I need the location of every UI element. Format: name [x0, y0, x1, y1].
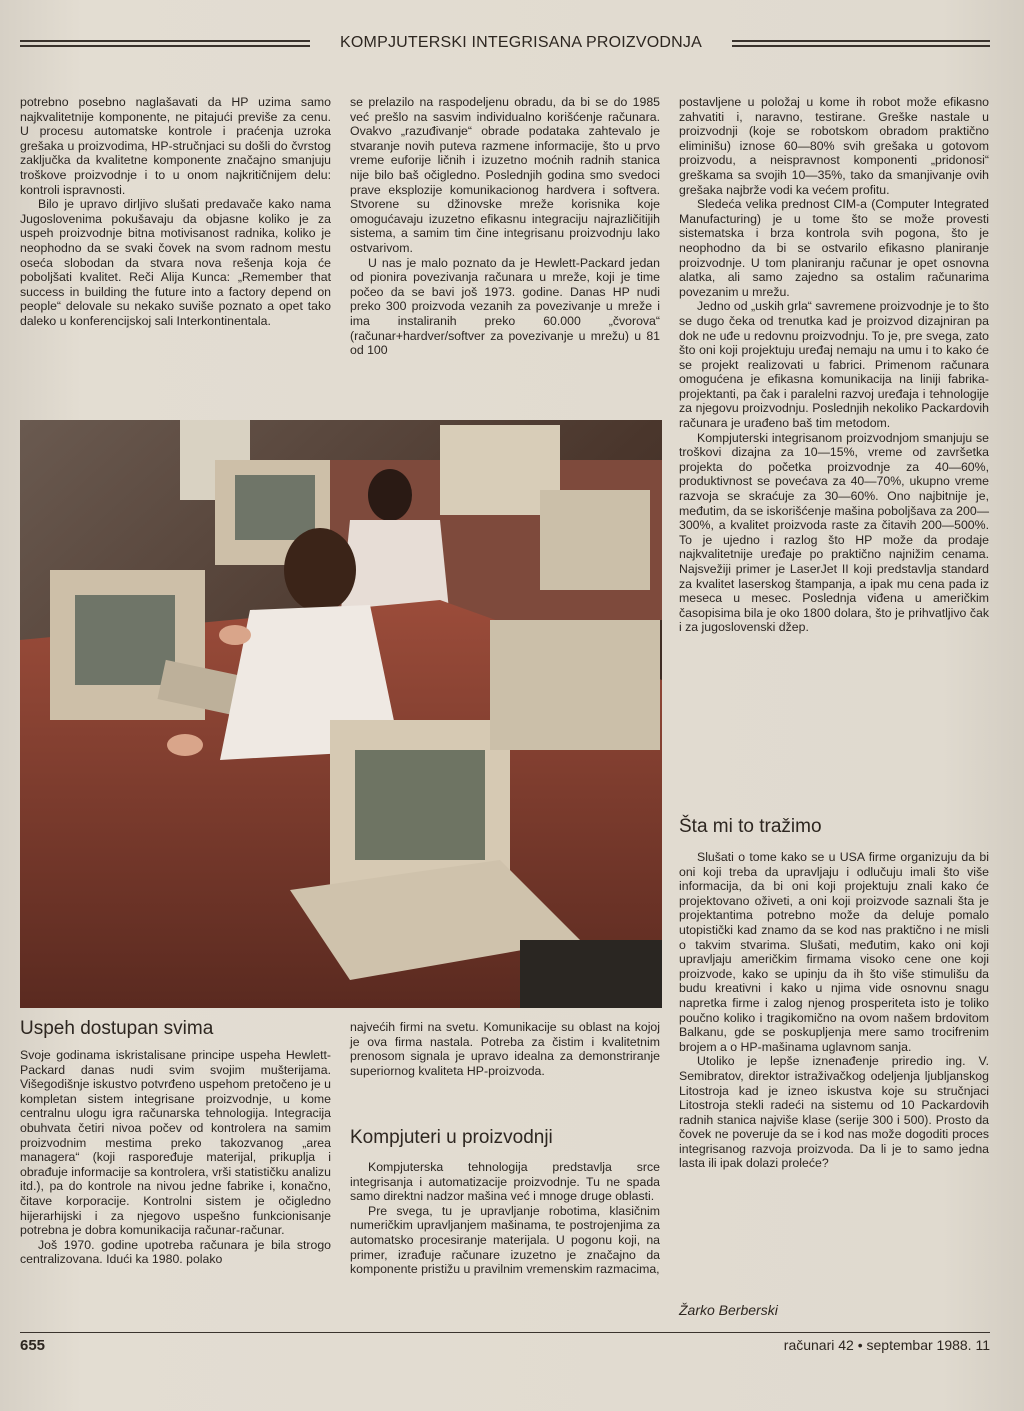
page-number: 655	[20, 1337, 46, 1354]
column-2-continuation	[350, 1020, 660, 1078]
paragraph: Slušati o tome kako se u USA firme organizuju da bi oni koji treba da upravljaju i odlučuju imali što više informacija, da bi oni koji projektuju znali kako će projektovano oživeti, a oni koji proizvode saznali šta je projektantima potrebno može da deluje pomalo utopistički kad znamo da se kod nas praktično i ne misli o takvim stvarima. Slušati, međutim, kako oni koji upravljaju američkim firmama visoko cene one koji proizvode, kako se upinju da ih što više stimulišu da budu kreativni i kako u njima vide osnovnu snagu napretka firme i zalog njenog prosperiteta isto je toliko poučno koliko i tragikomično na ovom našem brdovitom Balkanu, gde se poskupljenja mere samo trocifrenim brojem a o HP-mašinama uglavnom sanja.	[679, 850, 989, 1054]
desk-equipment	[490, 620, 660, 750]
section-heading: Kompjuteri u proizvodnji	[350, 1127, 553, 1148]
paragraph: se prelazilo na raspodeljenu obradu, da bi se do 1985 već prešlo na sasvim individualno korišćenje računara. Ovakvo „razuđivanje“ obrade podataka zahtevalo je stvaranje novih puteva razmene informacije, što u prvo vreme euforije ličnih i izuzetno moćnih radnih stanica nije bilo baš očigledno. Poslednjih godina smo svedoci prave eksplozije komunikacionog hardvera i softvera. Stvorene su džinovske mreže korisnika koje omogućavaju izuzetno efikasnu integraciju najrazličitijih sistema, a samim tim čine integrisanu proizvodnju lako ostvarivom.	[350, 95, 660, 255]
monitor-front-screen	[355, 750, 485, 860]
man-hand	[219, 625, 251, 645]
header-rule-right	[732, 40, 990, 47]
paragraph: U nas je malo poznato da je Hewlett-Packard jedan od pionira povezivanja računara u mreže, koji je time počeo da se bavi još 1973. godine. Danas HP nudi preko 300 proizvoda vezanih za povezivanje u mreže i ima instaliranih preko 60.000 „čvorova“ (računar+hardver/softver za povezivanje u mrežu) u 81 od 100	[350, 255, 660, 358]
office-workstations-photo	[20, 420, 662, 1008]
paragraph: Utoliko je lepše iznenađenje priredio ing. V. Semibratov, direktor istraživačkog odeljenja ljubljanskog Litostroja kad je izneo iskustva koje su stručnjaci Litostroja stekli radeći na sistemu od 10 Packardovih radnih stanica najviše klase (serije 300 i 500). Prosto da čovek ne poveruje da se i kod nas može dogoditi proces integrisanog razvoja proizvoda. Da li je to samo jedna lasta ili ipak dolazi proleće?	[679, 1054, 989, 1171]
paragraph: Pre svega, tu je upravljanje robotima, klasičnim numeričkim upravljanjem mašinama, te postrojenjima za automatsko procesiranje materijala. U pogonu koji, na primer, izrađuje računare izuzetno je značajno da komponente pristižu u pravilnim vremenskim razmacima,	[350, 1203, 660, 1277]
monitor-left-screen	[75, 595, 175, 685]
column-2-top	[350, 95, 660, 358]
man-hand	[167, 734, 203, 756]
section-heading: Uspeh dostupan svima	[20, 1018, 214, 1039]
column-2-bottom	[350, 1160, 660, 1277]
dark-floor	[520, 940, 662, 1008]
paragraph: Svoje godinama iskristalisane principe uspeha Hewlett-Packard danas nudi svim svojim mušterijama. Višegodišnje iskustvo potvrđeno uspehom pretočeno je u kompletan sistem integrisane proizvodnje, u kome centralnu ulogu igra računarska tehnologija. Integracija obuhvata četiri nivoa počev od kontrolera na samim proizvodnim mestima preko takozvanog „area managera“ (koji raspoređuje materijal, prikuplja i obrađuje informacije sa kontrolera, vrši statističku analizu itd.), pa do kontrole na nivou jedne fabrike i, konačno, čitave korporacije. Kontrolni sistem je očigledno hijerarhijski i za njegovo uspešno funkcionisanje potrebna je dobra komunikacija računar-računar.	[20, 1048, 331, 1238]
paragraph: Sledeća velika prednost CIM-a (Computer Integrated Manufacturing) je u tome što se može provesti sistematska i brza kontrola svih pogona, što je neophodno da bi se ostvarilo efikasno planiranje proizvodnje. U tom planiranju računar je opet osnovna alatka, ali samo zajedno sa ostalim računarima povezanim u mrežu.	[679, 197, 989, 299]
back-terminal	[540, 490, 650, 590]
paragraph: Bilo je upravo dirljivo slušati predavače kako nama Jugoslovenima pokušavaju da objasne koliko je za uspeh proizvodnje bitna motivisanost radnika, koliko je neophodno da se svaki čovek na svom radnom mestu oseća slobodan da stvara nova rešenja koja će poboljšati kvalitet. Reči Alija Kunca: „Remember that success in building the future into a factory depend on people“ delovale su nekako suviše poznato a opet tako daleko u konferencijskoj sali Interkontinentala.	[20, 197, 331, 328]
section-heading: Šta mi to tražimo	[679, 816, 822, 837]
header-title: KOMPJUTERSKI INTEGRISANA PROIZVODNJA	[340, 34, 702, 51]
paragraph: Kompjuterski integrisanom proizvodnjom smanjuju se troškovi dizajna za 10—15%, vreme od završetka projekta do početka proizvodnje za 40—60%, produktivnost se povećava za 40—70%, ukupno vreme razvoja se skraćuje za 30—60%. Ono najbitnije je, međutim, da se iskorišćenje mašina poboljšava za 200—300%, a kvalitet proizvoda raste za čitavih 200—500%. To je ujedno i razlog što HP može da prodaje najkvalitetnije uređaje po praktično najnižim cenama. Najsvežiji primer je LaserJet II koji predstavlja standard za kvalitet laserskog štampanja, a ipak mu cena pada iz meseca u mesec. Poslednja viđena u američkim časopisima bila je oko 1800 dolara, što je prihvatljivo čak i za jugoslovenski džep.	[679, 430, 989, 635]
paragraph: Još 1970. godine upotreba računara je bila strogo centralizovana. Idući ka 1980. polako	[20, 1237, 331, 1267]
photo-illustration	[20, 420, 662, 1008]
running-header	[20, 34, 990, 54]
column-1-top	[20, 95, 331, 329]
monitor-back-screen	[235, 475, 315, 540]
man-hair	[284, 528, 356, 612]
issue-info: računari 42 • septembar 1988. 11	[783, 1337, 990, 1353]
woman-hair	[368, 469, 412, 521]
paragraph: potrebno posebno naglašavati da HP uzima samo najkvalitetnije komponente, ne pitajući previše za cenu. U procesu automatske kontrole i praćenja uzroka grešaka u proizvodima, HP-stručnjaci su došli do čvrstog zaključka da kvalitetne komponente značajno smanjuju troškove proizvodnje i to u onom najkritičnijem delu: kontroli ispravnosti.	[20, 95, 331, 197]
header-rule-left	[20, 40, 310, 47]
footer-rule	[20, 1332, 990, 1333]
column-1-bottom	[20, 1048, 331, 1267]
column-3-top	[679, 95, 989, 635]
paragraph: postavljene u položaj u kome ih robot može efikasno zahvatiti i, naravno, testirane. Greške nastale u proizvodnji (koje se robotskom obradom praktično eliminišu) iznose 60—80% svih grešaka u gotovom proizvodu, a neispravnost komponenti „pridonosi“ greškama sa svojih 10—35%, tako da smanjivanje ovih grešaka najbrže vodi ka većem profitu.	[679, 95, 989, 197]
paragraph: najvećih firmi na svetu. Komunikacije su oblast na kojoj je ova firma nastala. Potreba za čistim i kvalitetnim prenosom signala je upravo idealna za demonstriranje superiornog kvaliteta HP-proizvoda.	[350, 1020, 660, 1078]
paragraph: Kompjuterska tehnologija predstavlja srce integrisanja i automatizacije proizvodnje. Tu ne spada samo direktni nadzor mašina već i mnoge druge oblasti.	[350, 1160, 660, 1204]
paragraph: Jedno od „uskih grla“ savremene proizvodnje je to što se dugo čeka od trenutka kad je proizvod dizajniran pa dok ne uđe u redovnu proizvodnju. To je, pre svega, zato što oni koji projektuju uređaj nemaju na umu i to kako će se projekt realizovati u fabrici. Primenom računara omogućena je efikasna komunikacija na liniji fabrika-projektanti, pa čak i paralelni razvoj uređaja i tehnologije za njegovu proizvodnju. Poslednjih nekoliko Packardovih računara je urađeno baš tim metodom.	[679, 299, 989, 431]
column-3-bottom	[679, 850, 989, 1171]
author-byline: Žarko Berberski	[679, 1302, 778, 1318]
